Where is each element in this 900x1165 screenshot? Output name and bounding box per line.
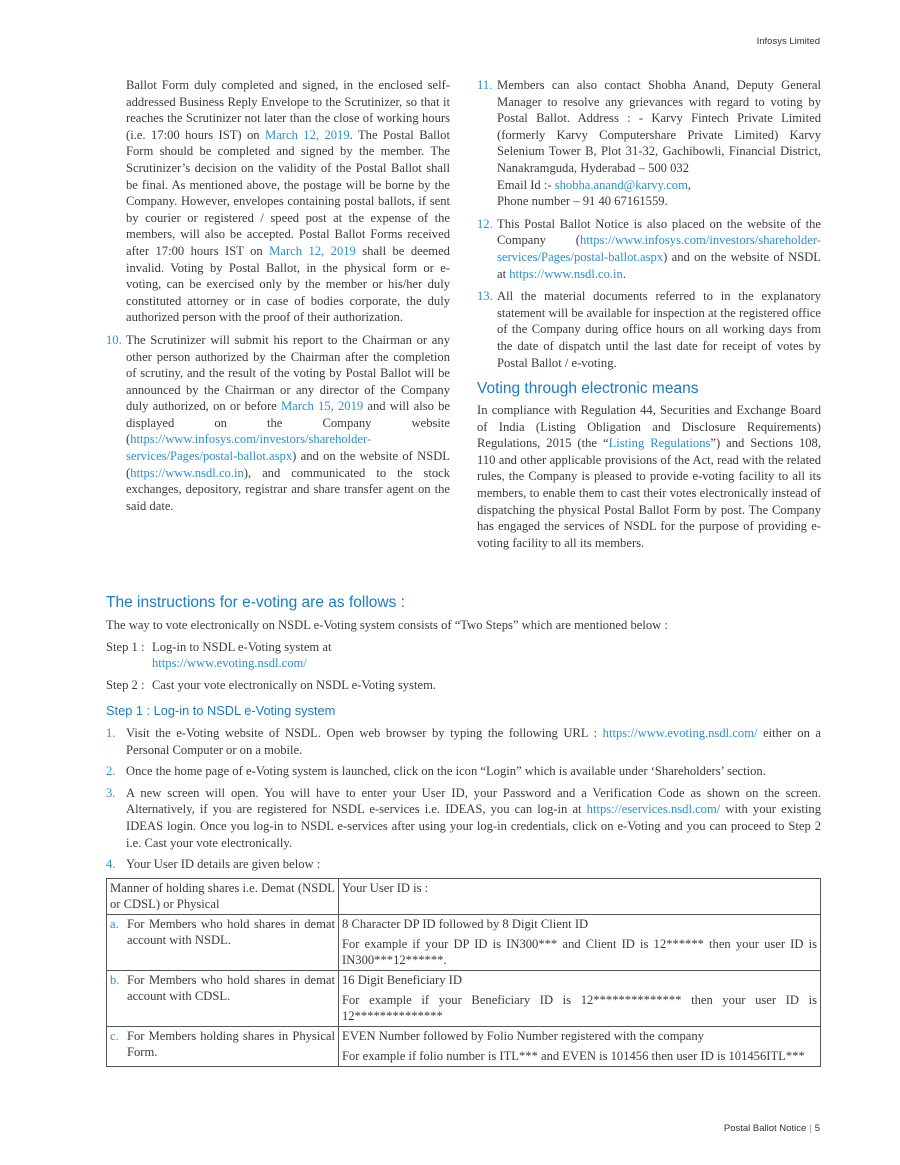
step-label: Step 2 : bbox=[106, 677, 145, 692]
table-header-cell: Manner of holding shares i.e. Demat (NSDL or CDSL) or Physical bbox=[107, 878, 339, 914]
item-number: 13. bbox=[477, 289, 493, 304]
item-number: 3. bbox=[106, 785, 116, 800]
list-item: 4. Your User ID details are given below : bbox=[106, 857, 321, 872]
step-label: Step 1 : bbox=[106, 639, 145, 654]
list-item-12: 12. This Postal Ballot Notice is also placed on the website of the Company (https://www.infosys.com/investors/shareholder-services/Pages/postal-ballot.aspx) and on the website of NSDL at https://www.nsdl.co.in. bbox=[477, 216, 821, 281]
item-number: 12. bbox=[477, 216, 493, 231]
row-letter: a. bbox=[110, 916, 119, 931]
voting-section-body: In compliance with Regulation 44, Securities and Exchange Board of India (Listing Obligation and Disclosure Requirements) Regulations, 2015 (the “Listing Regulations”) and Sections 108, 110 and other applicable provisions of the Act, read with the related rules, the Company is pleased to provide e-voting facility to all its members, to enable them to cast their votes electronically instead of dispatching the physical Postal Ballot Form by post. The Company has engaged the services of NSDL for the purpose of providing e-voting facility to all its members. bbox=[477, 403, 821, 550]
item-number: 1. bbox=[106, 725, 116, 740]
item9-continuation: Ballot Form duly completed and signed, in the enclosed self-addressed Business Reply Envelope to the Scrutinizer, so that it reaches the Scrutinizer not later than the close of working hours (i.e. 17:00 hours IST) on March 12, 2019. The Postal Ballot Form should be completed and signed by the member. The Scrutinizer’s decision on the validity of the Postal Ballot shall be final. As mentioned above, the postage will be borne by the Company. However, envelopes containing postal ballots, if sent by courier or registered / speed post at the expense of the members, will also be accepted. Postal Ballot Forms received after 17:00 hours IST on March 12, 2019 shall be deemed invalid. Voting by Postal Ballot, in the physical form or e-voting, can be exercised only by the member or his/her duly constituted attorney or in case of bodies corporate, the duly authorized person with the proof of their authorization. bbox=[126, 78, 450, 325]
instructions-intro: The way to vote electronically on NSDL e-Voting system consists of “Two Steps” which are mentioned below : bbox=[106, 618, 668, 632]
instruction-list bbox=[106, 725, 821, 873]
page-footer bbox=[724, 1123, 820, 1134]
holding-manner: b. For Members who hold shares in demat account with CDSL. bbox=[110, 972, 335, 1003]
list-item: 1. Visit the e-Voting website of NSDL. Open web browser by typing the following URL : https://www.evoting.nsdl.com/ either on a Personal Computer or on a mobile. bbox=[106, 725, 822, 757]
step-1-heading: Step 1 : Log-in to NSDL e-Voting system bbox=[106, 703, 336, 719]
list-item-11: 11. Members can also contact Shobha Anand, Deputy General Manager to resolve any grievances with regard to voting by Postal Ballot. Address : - Karvy Fintech Private Limited (formerly Karvy Computershare Private Limited) Karvy Selenium Tower B, Plot 31-32, Gachibowli, Financial District, Nanakramguda, Hyderabad – 500 032 Email Id :- shobha.anand@karvy.com, Phone number – 91 40 67161559. bbox=[477, 78, 821, 209]
instructions-heading: The instructions for e-voting are as follows : bbox=[106, 594, 405, 611]
table-header-row bbox=[107, 878, 821, 914]
holding-manner: a. For Members who hold shares in demat account with NSDL. bbox=[110, 916, 335, 947]
listing-regulations-link[interactable]: Listing Regulations bbox=[608, 436, 711, 451]
eservices-link[interactable]: https://eservices.nsdl.com/ bbox=[586, 802, 721, 817]
left-column bbox=[106, 77, 450, 520]
date-link[interactable]: March 15, 2019 bbox=[280, 399, 364, 414]
list-item-10: 10. The Scrutinizer will submit his report to the Chairman or any other person authorized by the Chairman after the completion of scrutiny, and the result of the voting by Postal Ballot will be announced by the Chairman or any director of the Company duly authorized, on or before March 15, 2019 and will also be displayed on the Company website (https://www.infosys.com/investors/shareholder-services/Pages/postal-ballot.aspx) and on the website of NSDL (https://www.nsdl.co.in), and communicated to the stock exchanges, depository, registrar and share transfer agent on the said date. bbox=[106, 332, 450, 513]
step-2-line: Step 2 : Cast your vote electronically on NSDL e-Voting system. bbox=[106, 677, 437, 692]
item-number: 4. bbox=[106, 857, 116, 872]
company-name: Infosys Limited bbox=[756, 36, 820, 47]
infosys-postal-ballot-link[interactable]: https://www.infosys.com/investors/shareholder-services/Pages/postal-ballot.aspx bbox=[497, 233, 821, 264]
row-letter: c. bbox=[110, 1028, 119, 1043]
user-id-format: 16 Digit Beneficiary ID bbox=[342, 972, 462, 987]
list-item: 2. Once the home page of e-Voting system is launched, click on the icon “Login” which is available under ‘Shareholders’ section. bbox=[106, 764, 766, 779]
table-row bbox=[107, 914, 821, 970]
evoting-instructions bbox=[106, 593, 821, 1067]
user-id-example: For example if your Beneficiary ID is 12************** then your user ID is 12************** bbox=[342, 992, 817, 1023]
right-column bbox=[477, 77, 821, 557]
step-1-line: Step 1 : Log-in to NSDL e-Voting system at https://www.evoting.nsdl.com/ bbox=[106, 639, 332, 671]
row-letter: b. bbox=[110, 972, 120, 987]
list-item: 3. A new screen will open. You will have to enter your User ID, your Password and a Verification Code as shown on the screen. Alternatively, if you are registered for NSDL e-services i.e. IDEAS, you can log-in at https://eservices.nsdl.com/ with your existing IDEAS login. Once you log-in to NSDL e-services after using your log-in credentials, click on e-Voting and you can proceed to Step 2 i.e. Cast your vote electronically. bbox=[106, 785, 821, 850]
footer-separator: | bbox=[809, 1123, 812, 1134]
date-link[interactable]: March 12, 2019 bbox=[265, 127, 350, 142]
holding-manner: c. For Members holding shares in Physical Form. bbox=[110, 1028, 335, 1059]
user-id-example: For example if your DP ID is IN300*** and Client ID is 12****** then your user ID is IN300***12******. bbox=[342, 936, 817, 967]
page-header bbox=[757, 36, 820, 47]
nsdl-link[interactable]: https://www.nsdl.co.in bbox=[130, 465, 244, 480]
item-number: 2. bbox=[106, 764, 116, 779]
evoting-link[interactable]: https://www.evoting.nsdl.com/ bbox=[152, 656, 307, 671]
list-item-13: 13. All the material documents referred to in the explanatory statement will be available for inspection at the registered office of the Company during office hours on all working days from the date of dispatch until the last date for receipt of votes by Postal Ballot / e-voting. bbox=[477, 289, 821, 370]
email-link[interactable]: shobha.anand@karvy.com bbox=[554, 177, 688, 192]
user-id-table bbox=[106, 878, 821, 1067]
date-link[interactable]: March 12, 2019 bbox=[269, 243, 356, 258]
table-row bbox=[107, 970, 821, 1026]
page-number: 5 bbox=[814, 1123, 820, 1134]
phone-number: Phone number – 91 40 67161559. bbox=[497, 194, 668, 209]
item-number: 10. bbox=[106, 332, 122, 347]
voting-section-heading: Voting through electronic means bbox=[477, 380, 699, 398]
infosys-postal-ballot-link[interactable]: https://www.infosys.com/investors/shareholder-services/Pages/postal-ballot.aspx bbox=[126, 432, 372, 464]
user-id-format: EVEN Number followed by Folio Number registered with the company bbox=[342, 1028, 704, 1043]
table-row bbox=[107, 1026, 821, 1066]
user-id-example: For example if folio number is ITL*** and EVEN is 101456 then user ID is 101456ITL*** bbox=[342, 1048, 805, 1063]
nsdl-link[interactable]: https://www.nsdl.co.in bbox=[509, 266, 623, 281]
table-header-cell: Your User ID is : bbox=[339, 878, 821, 914]
evoting-link[interactable]: https://www.evoting.nsdl.com/ bbox=[602, 725, 758, 740]
document-title: Postal Ballot Notice bbox=[723, 1123, 807, 1134]
user-id-format: 8 Character DP ID followed by 8 Digit Client ID bbox=[342, 916, 589, 931]
item-number: 11. bbox=[477, 78, 493, 92]
